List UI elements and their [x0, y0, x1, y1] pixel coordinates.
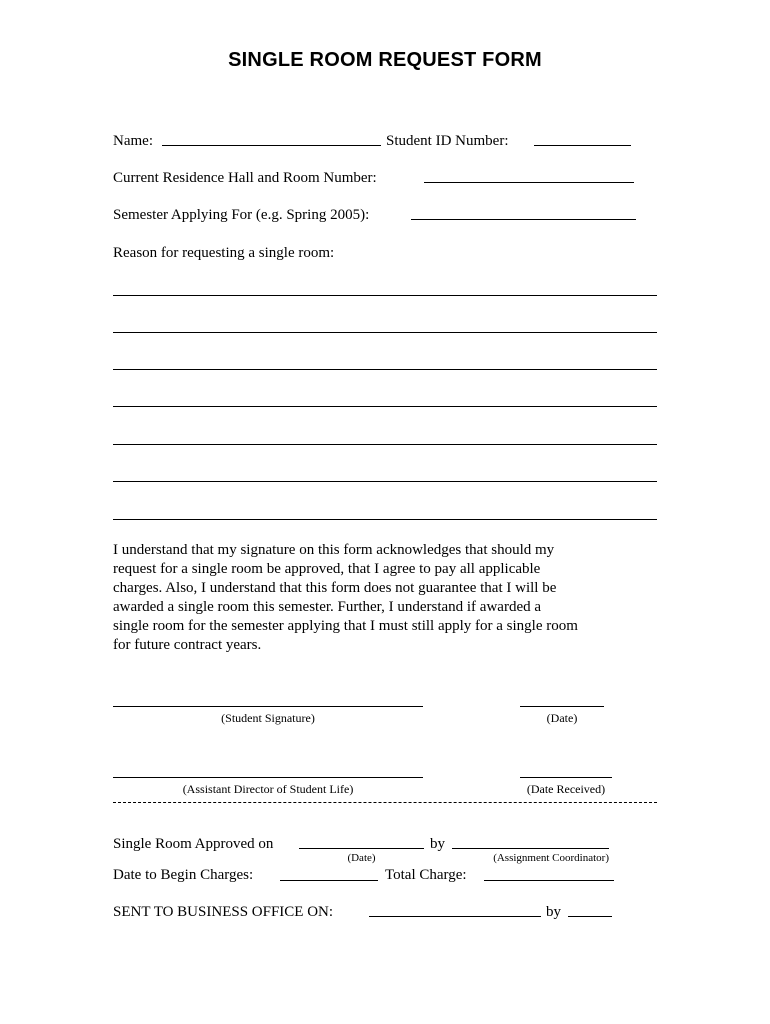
date-received-field[interactable] — [520, 777, 612, 778]
assistant-director-caption: (Assistant Director of Student Life) — [182, 782, 354, 796]
sent-by-label: by — [546, 904, 561, 920]
approved-date-caption: (Date) — [347, 852, 376, 864]
student-signature-field[interactable] — [113, 706, 423, 707]
reason-line[interactable] — [113, 444, 657, 445]
semester-field[interactable] — [411, 219, 636, 220]
total-charge-label: Total Charge: — [385, 867, 467, 883]
sent-date-field[interactable] — [369, 916, 541, 917]
agreement-line: for future contract years. — [113, 637, 262, 653]
assistant-director-field[interactable] — [113, 777, 423, 778]
agreement-line: single room for the semester applying that I must still apply for a single room — [113, 618, 578, 634]
approved-label: Single Room Approved on — [113, 836, 274, 852]
agreement-line: I understand that my signature on this form acknowledges that should my — [113, 542, 555, 558]
reason-line[interactable] — [113, 406, 657, 407]
student-id-label: Student ID Number: — [386, 133, 509, 149]
reason-label: Reason for requesting a single room: — [113, 245, 335, 261]
sent-to-office-label: SENT TO BUSINESS OFFICE ON: — [113, 904, 334, 920]
agreement-line: awarded a single room this semester. Further, I understand if awarded a — [113, 599, 542, 615]
assignment-coordinator-field[interactable] — [452, 848, 609, 849]
begin-charges-field[interactable] — [280, 880, 378, 881]
agreement-line: charges. Also, I understand that this form does not guarantee that I will be — [113, 580, 557, 596]
agreement-paragraph — [113, 541, 673, 655]
signature-date-field[interactable] — [520, 706, 604, 707]
office-use-divider — [113, 802, 657, 803]
student-id-field[interactable] — [534, 145, 631, 146]
reason-line[interactable] — [113, 519, 657, 520]
semester-label: Semester Applying For (e.g. Spring 2005): — [113, 207, 370, 223]
reason-line[interactable] — [113, 481, 657, 482]
date-caption: (Date) — [546, 711, 578, 725]
name-label: Name: — [113, 133, 153, 149]
reason-line[interactable] — [113, 332, 657, 333]
residence-label: Current Residence Hall and Room Number: — [113, 170, 377, 186]
begin-charges-label: Date to Begin Charges: — [113, 867, 254, 883]
approved-date-field[interactable] — [299, 848, 424, 849]
name-field[interactable] — [162, 145, 381, 146]
approved-by-label: by — [430, 836, 445, 852]
student-signature-caption: (Student Signature) — [221, 711, 315, 725]
residence-field[interactable] — [424, 182, 634, 183]
reason-line[interactable] — [113, 369, 657, 370]
sent-by-field[interactable] — [568, 916, 612, 917]
agreement-line: request for a single room be approved, that I agree to pay all applicable — [113, 561, 541, 577]
total-charge-field[interactable] — [484, 880, 614, 881]
reason-line[interactable] — [113, 295, 657, 296]
form-title: SINGLE ROOM REQUEST FORM — [228, 49, 542, 71]
assignment-coordinator-caption: (Assignment Coordinator) — [493, 852, 609, 864]
date-received-caption: (Date Received) — [526, 782, 606, 796]
